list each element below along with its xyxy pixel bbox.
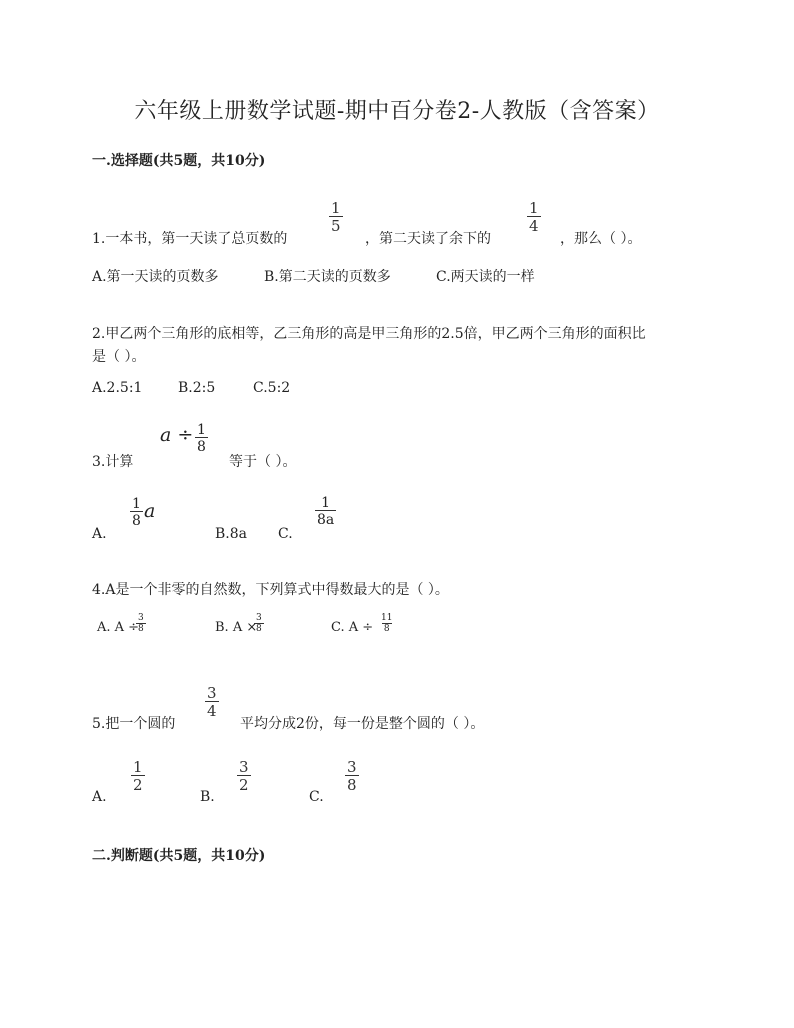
q5-option-a-fraction (131, 760, 145, 793)
q5-optC-numerator: 3 (347, 758, 357, 776)
q5-text-a: 5.把一个圆的 (92, 716, 176, 732)
q1-text-b: ，第二天读了余下的 (365, 231, 491, 247)
q3-expression (160, 424, 193, 446)
q1-text-c: ，那么（ ）。 (560, 231, 642, 247)
q5-optC-denominator: 8 (347, 776, 357, 794)
section-heading-choice: 一.选择题(共5题，共10分) (92, 153, 266, 169)
q2-text-line2: 是（ ）。 (92, 349, 146, 365)
q4-option-a-fraction (136, 614, 146, 634)
q5-text-b: 平均分成2份，每一份是整个圆的（ ）。 (240, 716, 485, 732)
q4-optC-numerator: 11 (381, 613, 393, 623)
q4-optC-denominator: 8 (383, 624, 390, 634)
q2-option-b[interactable]: B.2:5 (178, 380, 216, 396)
q4-text: 4.A是一个非零的自然数，下列算式中得数最大的是（ ）。 (92, 582, 449, 598)
q3-frac-numerator: 1 (197, 422, 206, 438)
q3-option-a-var: a (144, 500, 156, 522)
q5-option-c-fraction (345, 760, 359, 793)
q5-optB-numerator: 3 (239, 758, 249, 776)
q1-option-b[interactable]: B.第二天读的页数多 (264, 269, 391, 285)
q3-frac-denominator: 8 (197, 439, 206, 455)
q1-option-a[interactable]: A.第一天读的页数多 (92, 269, 219, 285)
q5-option-c-label[interactable]: C. (309, 789, 324, 805)
q3-option-a-fraction (130, 497, 143, 528)
q5-option-a-label[interactable]: A. (92, 789, 107, 805)
q2-text-line1: 2.甲乙两个三角形的底相等，乙三角形的高是甲三角形的2.5倍，甲乙两个三角形的面积比 (92, 326, 646, 342)
q5-option-b-fraction (237, 760, 251, 793)
q5-optA-denominator: 2 (133, 776, 143, 794)
q4-option-a-prefix[interactable]: A. A ÷ (97, 620, 140, 635)
q4-optA-denominator: 8 (138, 624, 144, 634)
q4-optB-denominator: 8 (256, 624, 262, 634)
q5-fraction (205, 686, 219, 719)
q4-option-c-fraction (379, 614, 394, 634)
q3-expr-op: ÷ (177, 424, 194, 446)
q1-frac1-numerator: 1 (331, 199, 341, 217)
q1-option-c[interactable]: C.两天读的一样 (436, 269, 535, 285)
q3-optA-denominator: 8 (132, 513, 141, 529)
q2-option-a[interactable]: A.2.5:1 (92, 380, 143, 396)
q5-optA-numerator: 1 (133, 758, 143, 776)
section-heading-judgement: 二.判断题(共5题，共10分) (92, 848, 266, 864)
page-title: 六年级上册数学试题-期中百分卷2-人教版（含答案） (134, 99, 660, 124)
q3-expr-fraction (195, 423, 208, 454)
q3-option-a-label[interactable]: A. (92, 526, 107, 542)
q4-option-c-prefix[interactable]: C. A ÷ (331, 620, 374, 635)
q1-frac1-denominator: 5 (331, 217, 341, 235)
q1-fraction-1 (329, 201, 343, 234)
q3-optA-numerator: 1 (132, 496, 141, 512)
q3-option-c-label[interactable]: C. (278, 526, 293, 542)
q1-text-a: 1.一本书，第一天读了总页数的 (92, 231, 288, 247)
q3-text-b: 等于（ ）。 (229, 454, 297, 470)
q3-text-a: 3.计算 (92, 454, 134, 470)
q3-option-c-fraction (315, 496, 336, 527)
q2-option-c[interactable]: C.5:2 (253, 380, 291, 396)
q3-expr-var: a (160, 424, 172, 446)
q5-option-b-label[interactable]: B. (200, 789, 215, 805)
q3-optC-denominator: 8a (317, 512, 335, 528)
q1-fraction-2 (527, 201, 541, 234)
q5-frac-denominator: 4 (207, 702, 217, 720)
q3-option-b[interactable]: B.8a (215, 526, 247, 542)
q4-optB-numerator: 3 (256, 613, 262, 623)
q4-option-b-prefix[interactable]: B. A × (215, 620, 258, 635)
q1-frac2-denominator: 4 (529, 217, 539, 235)
q5-optB-denominator: 2 (239, 776, 249, 794)
q4-optA-numerator: 3 (138, 613, 144, 623)
q3-optC-numerator: 1 (321, 495, 331, 511)
q5-frac-numerator: 3 (207, 684, 217, 702)
q1-frac2-numerator: 1 (529, 199, 539, 217)
q4-option-b-fraction (254, 614, 264, 634)
